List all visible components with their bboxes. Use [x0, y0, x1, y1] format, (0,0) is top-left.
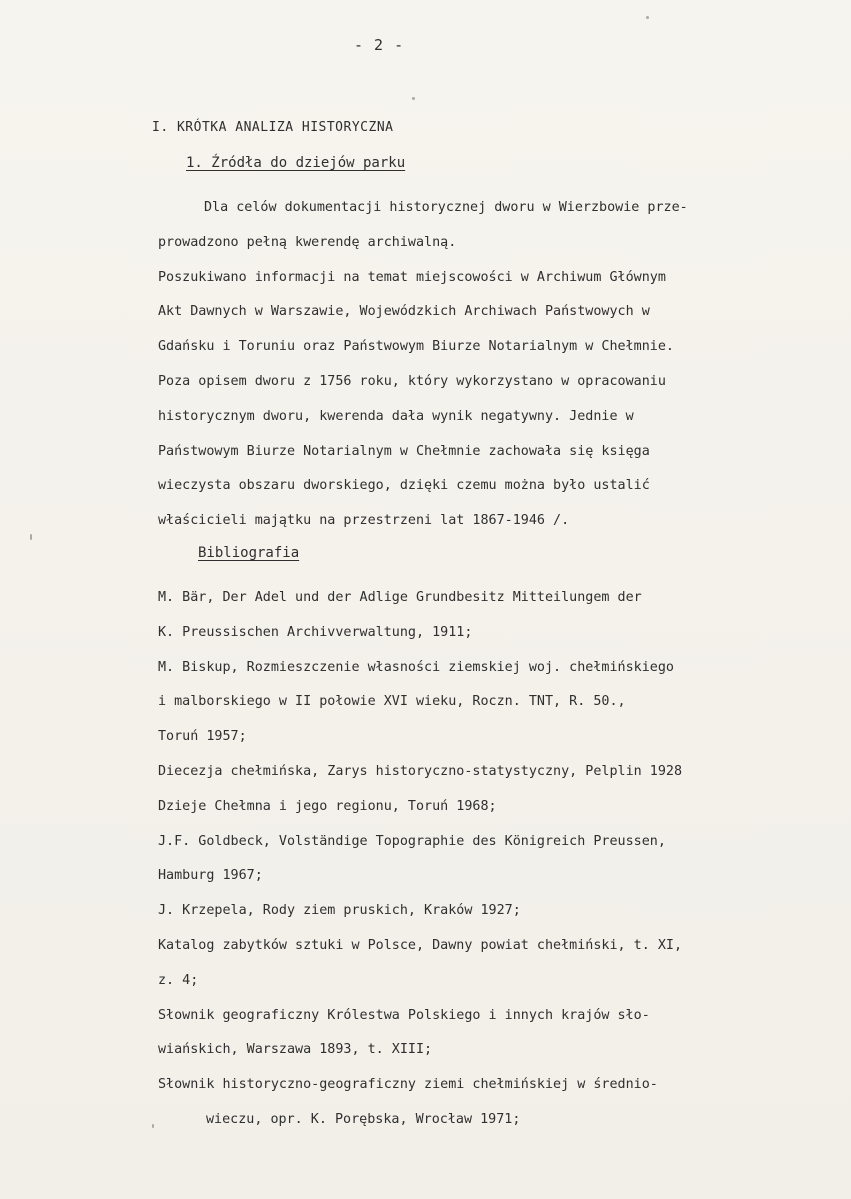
bibliography-line: J. Krzepela, Rody ziem pruskich, Kraków 1927; — [158, 903, 521, 919]
bibliography-line: M. Biskup, Rozmieszczenie własności ziemskiej woj. chełmińskiego — [158, 659, 674, 675]
paper-speck — [646, 16, 649, 19]
intro-line: Dla celów dokumentacji historycznej dworu w Wierzbowie prze- — [204, 200, 688, 215]
bibliography-line: Toruń 1957; — [158, 729, 247, 745]
bibliography-line: M. Bär, Der Adel und der Adlige Grundbesitz Mitteilungem der — [158, 590, 642, 605]
bibliography-line: i malborskiego w II połowie XVI wieku, Roczn. TNT, R. 50., — [158, 694, 626, 710]
bibliography-line: J.F. Goldbeck, Volständige Topographie des Königreich Preussen, — [158, 833, 666, 849]
bibliography-line: Katalog zabytków sztuki w Polsce, Dawny powiat chełmiński, t. XI, — [158, 937, 683, 953]
paper-speck — [30, 534, 32, 540]
bibliography-line: Hamburg 1967; — [158, 868, 263, 884]
paper-speck — [412, 97, 415, 100]
bibliography-line: Diecezja chełmińska, Zarys historyczno-statystyczny, Pelplin 1928 — [158, 763, 683, 779]
bibliography-title: Bibliografia — [198, 545, 300, 561]
intro-line: wieczysta obszaru dworskiego, dzięki czemu można było ustalić — [158, 478, 650, 494]
bibliography-line: K. Preussischen Archivverwaltung, 1911; — [158, 624, 473, 640]
intro-line: Państwowym Biurze Notarialnym w Chełmnie zachowała się księga — [158, 443, 650, 459]
intro-line: historycznym dworu, kwerenda dała wynik negatywny. Jednie w — [158, 408, 634, 424]
paper-speck — [152, 1124, 154, 1128]
bibliography-line: wiańskich, Warszawa 1893, t. XIII; — [158, 1042, 433, 1058]
bibliography-line: z. 4; — [158, 972, 199, 988]
subsection-title: 1. Źródła do dziejów parku — [186, 155, 406, 171]
bibliography-line: Słownik geograficzny Królestwa Polskiego i innych krajów sło- — [158, 1007, 650, 1023]
intro-line: Gdańsku i Toruniu oraz Państwowym Biurze Notarialnym w Chełmnie. — [158, 339, 674, 355]
bibliography-line: Dzieje Chełmna i jego regionu, Toruń 1968; — [158, 798, 497, 814]
bibliography-line: wieczu, opr. K. Porębska, Wrocław 1971; — [206, 1111, 521, 1127]
intro-line: prowadzono pełną kwerendę archiwalną. — [158, 234, 457, 250]
intro-line: właścicieli majątku na przestrzeni lat 1867-1946 /. — [158, 513, 570, 529]
intro-line: Poszukiwano informacji na temat miejscowości w Archiwum Głównym — [158, 269, 666, 285]
section-title: I. KRÓTKA ANALIZA HISTORYCZNA — [152, 120, 394, 135]
intro-line: Akt Dawnych w Warszawie, Wojewódzkich Archiwach Państwowych w — [158, 304, 650, 320]
intro-paragraph — [158, 191, 848, 539]
bibliography-line: Słownik historyczno-geograficzny ziemi chełmińskiej w średnio- — [158, 1077, 658, 1093]
bibliography-list — [158, 581, 848, 1138]
intro-line: Poza opisem dworu z 1756 roku, który wykorzystano w opracowaniu — [158, 373, 666, 389]
page-number: - 2 - — [354, 36, 405, 54]
